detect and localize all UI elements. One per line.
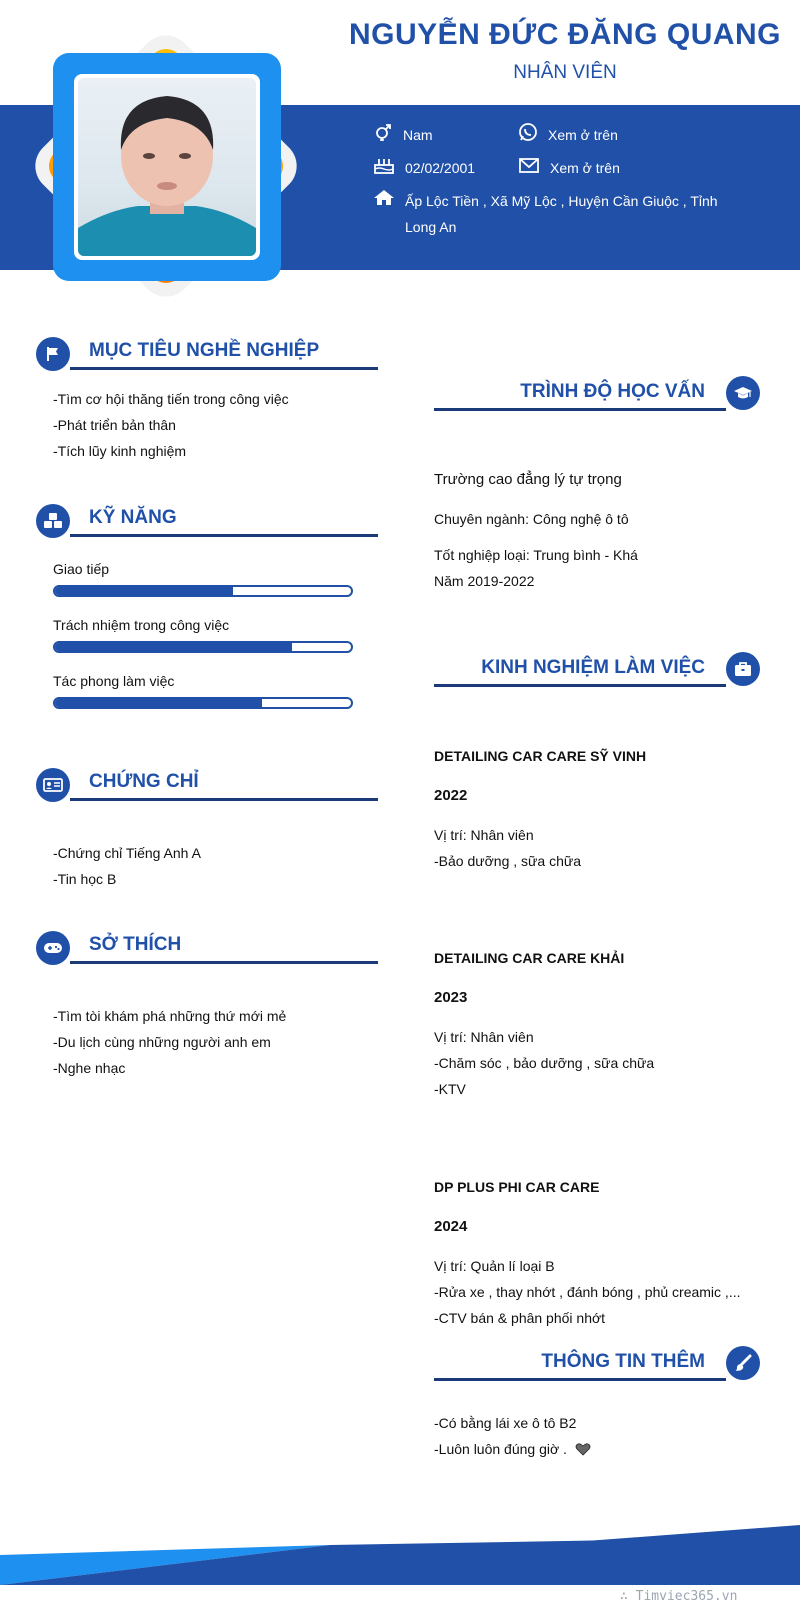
candidate-name: NGUYỄN ĐỨC ĐĂNG QUANG	[348, 18, 782, 51]
skill-label: Tác phong làm việc	[53, 673, 175, 689]
education-title: TRÌNH ĐỘ HỌC VẤN	[520, 381, 705, 402]
contact-gender	[373, 122, 433, 148]
education-school: Trường cao đẳng lý tự trọng	[434, 471, 622, 488]
flag-icon	[36, 337, 70, 371]
id-card-icon	[36, 768, 70, 802]
certificate-item: -Tin học B	[53, 871, 117, 887]
job-company: DETAILING CAR CARE SỸ VINH	[434, 748, 647, 764]
job-year: 2022	[434, 787, 468, 804]
contact-email	[518, 155, 620, 181]
hobby-item: -Nghe nhạc	[53, 1060, 126, 1076]
hobbies-underline	[70, 961, 378, 964]
education-years: Năm 2019-2022	[434, 573, 535, 589]
extra-item: -Luôn luôn đúng giờ .	[434, 1441, 567, 1457]
extra-item-with-heart	[434, 1436, 591, 1462]
skill-bar-fill	[55, 587, 233, 595]
job-line: Vị trí: Nhân viên	[434, 827, 534, 843]
skill-bar	[53, 697, 353, 709]
job-line: -KTV	[434, 1081, 466, 1097]
job-year: 2024	[434, 1218, 468, 1235]
avatar-photo	[78, 78, 256, 256]
home-icon	[373, 188, 395, 208]
job-line: -Rửa xe , thay nhớt , đánh bóng , phủ creamic ,...	[434, 1284, 741, 1300]
objective-item: -Tìm cơ hội thăng tiến trong công việc	[53, 391, 289, 407]
skills-underline	[70, 534, 378, 537]
skill-bar	[53, 641, 353, 653]
objective-underline	[70, 367, 378, 370]
objective-item: -Tích lũy kinh nghiệm	[53, 443, 187, 459]
skill-label: Giao tiếp	[53, 561, 110, 577]
job-company: DETAILING CAR CARE KHẢI	[434, 950, 625, 966]
skill-bar	[53, 585, 353, 597]
experience-title: KINH NGHIỆM LÀM VIỆC	[481, 657, 705, 678]
photo-frame	[22, 22, 312, 312]
person-silhouette	[78, 78, 256, 256]
dob-text: 02/02/2001	[405, 160, 476, 176]
experience-underline	[434, 684, 726, 687]
contact-dob	[373, 155, 475, 181]
certificates-underline	[70, 798, 378, 801]
hobby-item: -Tìm tòi khám phá những thứ mới mẻ	[53, 1008, 287, 1024]
briefcase-icon	[726, 652, 760, 686]
candidate-role: NHÂN VIÊN	[513, 62, 617, 83]
birthday-cake-icon	[373, 155, 395, 175]
education-grade: Tốt nghiệp loại: Trung bình - Khá	[434, 547, 638, 563]
gamepad-icon	[36, 931, 70, 965]
job-line: Vị trí: Nhân viên	[434, 1029, 534, 1045]
gender-icon	[373, 122, 393, 142]
address-block	[405, 188, 725, 240]
skills-title: KỸ NĂNG	[89, 507, 177, 528]
graduation-cap-icon	[726, 376, 760, 410]
extra-underline	[434, 1378, 726, 1381]
heart-icon	[575, 1442, 591, 1456]
envelope-icon	[518, 155, 540, 175]
whatsapp-icon	[518, 122, 538, 142]
phone-text: Xem ở trên	[548, 127, 618, 143]
paintbrush-icon	[726, 1346, 760, 1380]
contact-address	[373, 188, 725, 240]
skill-bar-fill	[55, 699, 262, 707]
email-text: Xem ở trên	[550, 160, 620, 176]
hobby-item: -Du lịch cùng những người anh em	[53, 1034, 271, 1050]
education-underline	[434, 408, 726, 411]
job-line: -Bảo dưỡng , sữa chữa	[434, 853, 582, 869]
job-line: -Chăm sóc , bảo dưỡng , sữa chữa	[434, 1055, 655, 1071]
address-line-1: Ấp Lộc Tiền , Xã Mỹ Lộc , Huyện Cần Giuộc , Tỉnh	[405, 193, 718, 209]
skill-label: Trách nhiệm trong công việc	[53, 617, 230, 633]
gender-text: Nam	[403, 127, 433, 143]
contact-phone	[518, 122, 618, 148]
certificates-title: CHỨNG CHỈ	[89, 771, 199, 792]
objective-title: MỤC TIÊU NGHỀ NGHIỆP	[89, 340, 320, 361]
avatar	[74, 74, 260, 260]
job-company: DP PLUS PHI CAR CARE	[434, 1179, 600, 1195]
job-year: 2023	[434, 989, 468, 1006]
education-major: Chuyên ngành: Công nghệ ô tô	[434, 511, 629, 527]
job-line: Vị trí: Quản lí loại B	[434, 1258, 555, 1274]
cubes-icon	[36, 504, 70, 538]
extra-title: THÔNG TIN THÊM	[541, 1351, 705, 1372]
address-line-2: Long An	[405, 219, 457, 235]
footer-decoration	[0, 1525, 800, 1595]
certificate-item: -Chứng chỉ Tiếng Anh A	[53, 845, 201, 861]
objective-item: -Phát triển bản thân	[53, 417, 176, 433]
hobbies-title: SỞ THÍCH	[89, 934, 182, 955]
watermark: ∴ Timviec365.vn	[620, 1589, 738, 1604]
skill-bar-fill	[55, 643, 292, 651]
extra-item: -Có bằng lái xe ô tô B2	[434, 1415, 577, 1431]
job-line: -CTV bán & phân phối nhớt	[434, 1310, 606, 1326]
